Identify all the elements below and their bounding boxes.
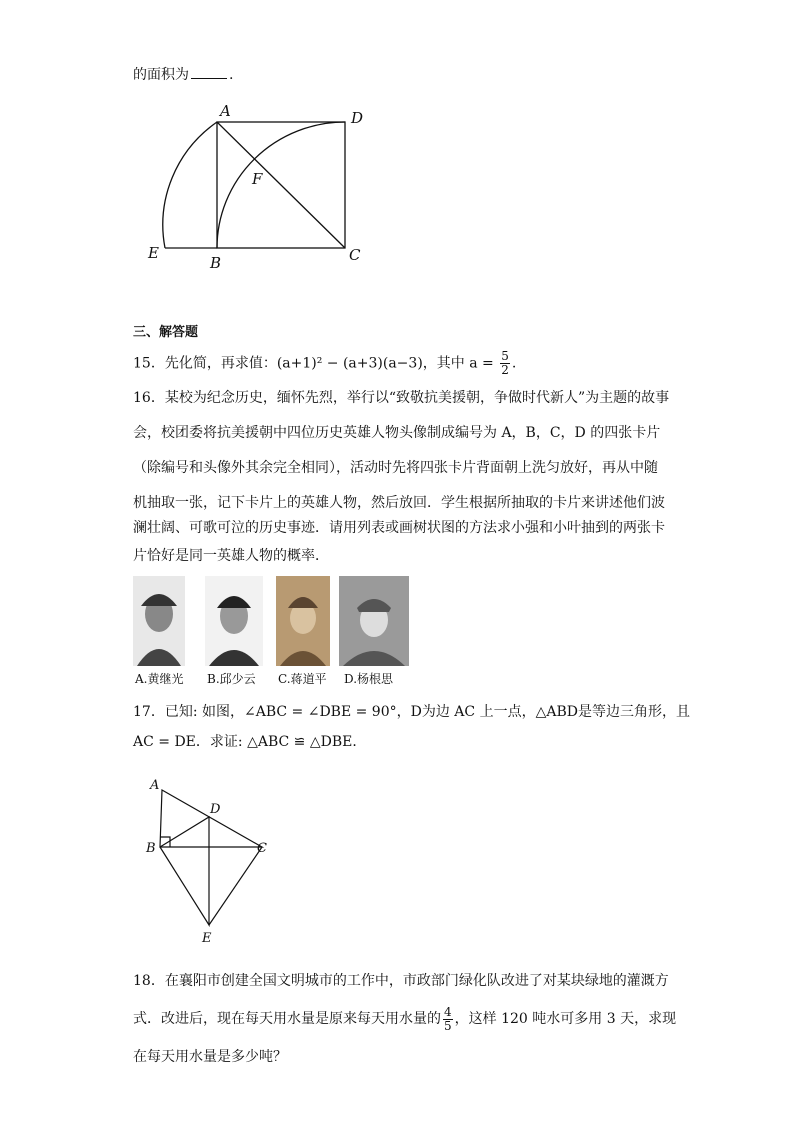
answer-blank [191, 66, 227, 79]
q18-line2-post: ，这样 120 吨水可多用 3 天，求现 [454, 1011, 677, 1027]
q18-fraction [443, 1006, 453, 1033]
portrait-image [205, 576, 257, 666]
q16-line-4: 机抽取一张，记下卡片上的英雄人物，然后放回．学生根据所抽取的卡片来讲述他们波 [133, 495, 665, 511]
triangle-abc [160, 790, 262, 847]
frac-den: 2 [501, 363, 509, 377]
label-c: C [257, 841, 267, 856]
frac-num: 5 [501, 349, 509, 363]
label-d: D [351, 109, 364, 127]
label-e: E [148, 244, 159, 262]
caption-b: B.邱少云 [207, 672, 256, 686]
segment-ec [209, 847, 262, 925]
label-e: E [202, 931, 212, 946]
q17-line-2: AC = DE．求证: △ABC ≌ △DBE． [133, 734, 367, 750]
q15 [133, 350, 516, 377]
arc-ea [163, 122, 217, 248]
figure-q17 [140, 775, 280, 950]
q15-text: 15．先化简，再求值：(a+1)² − (a+3)(a−3)，其中 a = [133, 355, 499, 372]
q18-line2-pre: 式．改进后，现在每天用水量是原来每天用水量的 [133, 1011, 441, 1027]
label-a: A [220, 102, 231, 120]
frac-den: 5 [444, 1018, 452, 1033]
caption-d: D.杨根思 [344, 672, 394, 686]
caption-c: C.蒋道平 [278, 672, 327, 686]
q15-end: . [511, 355, 517, 372]
q18-line-1: 18．在襄阳市创建全国文明城市的工作中，市政部门绿化队改进了对某块绿地的灌溉方 [133, 973, 669, 989]
section-heading: 三、解答题 [133, 325, 199, 340]
portrait-image [339, 576, 409, 666]
diagonal-ac [217, 122, 345, 248]
label-b: B [146, 841, 156, 856]
figure-q14 [140, 100, 380, 270]
q18-line-2 [133, 1004, 676, 1034]
q16-line-5: 澜壮阔、可歌可泣的历史事迹．请用列表或画树状图的方法求小强和小叶抽到的两张卡 [133, 520, 665, 536]
label-f: F [252, 170, 263, 188]
q16-line-1: 16．某校为纪念历史，缅怀先烈，举行以“致敬抗美援朝，争做时代新人”为主题的故事 [133, 390, 670, 406]
label-b: B [210, 254, 222, 270]
q14-answer-line [133, 66, 233, 84]
label-c: C [349, 246, 361, 264]
q16-line-6: 片恰好是同一英雄人物的概率． [133, 548, 329, 564]
label-a: A [150, 778, 160, 793]
q18-line-3: 在每天用水量是多少吨？ [133, 1049, 287, 1065]
frac-num: 4 [444, 1004, 452, 1019]
caption-a: A.黄继光 [135, 672, 184, 686]
portrait-image [133, 576, 185, 666]
q17-line-1: 17．已知: 如图，∠ABC = ∠DBE = 90°，D为边 AC 上一点，△ABD是等边三角形，且 [133, 704, 690, 720]
triangle-dbe [160, 817, 209, 925]
label-d: D [210, 802, 221, 817]
q14-suffix: . [229, 67, 234, 83]
q16-line-2: 会，校团委将抗美援朝中四位历史英雄人物头像制成编号为 A，B，C，D 的四张卡片 [133, 425, 661, 441]
q16-line-3: （除编号和头像外其余完全相同），活动时先将四张卡片背面朝上洗匀放好，再从中随 [133, 460, 658, 476]
portrait-image [276, 576, 330, 666]
q14-prefix: 的面积为 [133, 67, 189, 83]
q15-fraction [500, 350, 510, 377]
